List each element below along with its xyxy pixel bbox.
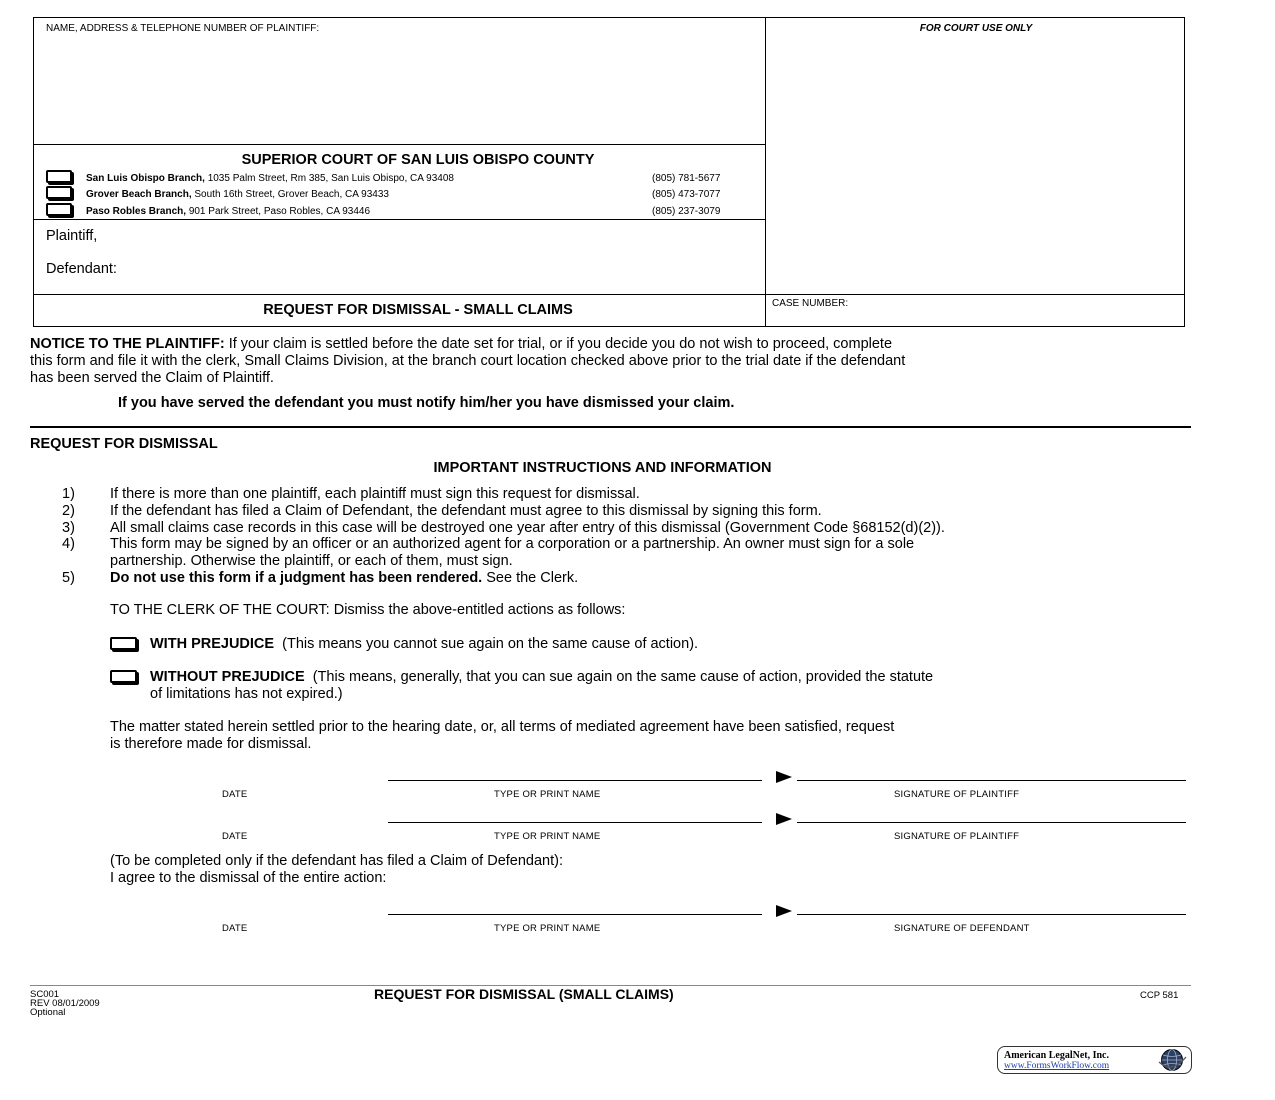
court-use-label: FOR COURT USE ONLY [919, 23, 1033, 34]
served-notice: If you have served the defendant you must notify him/her you have dismissed your claim. [118, 395, 735, 411]
with-prejudice-checkbox[interactable] [110, 637, 137, 650]
case-number-field[interactable] [870, 296, 1180, 324]
header-divider [33, 144, 765, 145]
notice-line: NOTICE TO THE PLAINTIFF: If your claim is settled before the date set for trial, or if you decide you do not wish to proceed, complete [30, 336, 893, 352]
branch-phone: (805) 473-7077 [652, 189, 721, 200]
globe-icon [1156, 1048, 1188, 1072]
date-field[interactable] [165, 898, 315, 916]
case-number-label: CASE NUMBER: [772, 298, 849, 309]
signature-caption: SIGNATURE OF PLAINTIFF [894, 831, 1020, 842]
defendant-label: Defendant: [46, 261, 117, 277]
item-number: 4) [62, 536, 75, 552]
plaintiff-name-field[interactable] [130, 226, 750, 246]
signature-caption: SIGNATURE OF PLAINTIFF [894, 789, 1020, 800]
name-caption: TYPE OR PRINT NAME [494, 831, 601, 842]
american-legalnet-logo [997, 1046, 1192, 1074]
court-name: SUPERIOR COURT OF SAN LUIS OBISPO COUNTY [241, 152, 595, 168]
name-caption: TYPE OR PRINT NAME [494, 789, 601, 800]
name-line[interactable] [388, 822, 762, 823]
header-divider [765, 17, 766, 327]
name-line[interactable] [388, 780, 762, 781]
without-prejudice-checkbox[interactable] [110, 670, 137, 683]
sign-arrow-icon [776, 905, 792, 917]
branch-checkbox-san-luis-obispo[interactable] [46, 170, 72, 183]
branch-phone: (805) 781-5677 [652, 173, 721, 184]
logo-company: American LegalNet, Inc. [1004, 1050, 1109, 1061]
instruction-item-continued: partnership. Otherwise the plaintiff, or each of them, must sign. [110, 553, 513, 569]
court-use-area [770, 38, 1180, 290]
section-divider [30, 426, 1191, 428]
header-divider [33, 219, 765, 220]
with-prejudice-option: WITH PREJUDICE (This means you cannot sue again on the same cause of action). [150, 636, 699, 652]
signature-caption: SIGNATURE OF DEFENDANT [894, 923, 1030, 934]
ccp-code: CCP 581 [1140, 990, 1179, 1001]
notice-line: this form and file it with the clerk, Small Claims Division, at the branch court location checked above prior to the trial date if the defendant [30, 353, 906, 369]
sign-arrow-icon [776, 813, 792, 825]
name-caption: TYPE OR PRINT NAME [494, 923, 601, 934]
date-caption: DATE [222, 831, 248, 842]
instruction-item: If the defendant has filed a Claim of Defendant, the defendant must agree to this dismissal by signing this form. [110, 503, 822, 519]
matter-statement: The matter stated herein settled prior to the hearing date, or, all terms of mediated agreement have been satisfied, request [110, 719, 895, 735]
plaintiff-label: Plaintiff, [46, 228, 98, 244]
defendant-note: (To be completed only if the defendant has filed a Claim of Defendant): [110, 853, 563, 869]
instruction-item: Do not use this form if a judgment has been rendered. See the Clerk. [110, 570, 579, 586]
clerk-line: TO THE CLERK OF THE COURT: Dismiss the above-entitled actions as follows: [110, 602, 626, 618]
plaintiff-info-field[interactable] [40, 38, 758, 140]
branch-grover-beach: Grover Beach Branch, South 16th Street, Grover Beach, CA 93433 [86, 189, 389, 200]
date-caption: DATE [222, 789, 248, 800]
form-optional: Optional [30, 1007, 66, 1018]
signature-line[interactable] [797, 780, 1186, 781]
date-caption: DATE [222, 923, 248, 934]
date-field[interactable] [165, 806, 315, 824]
plaintiff-info-label: NAME, ADDRESS & TELEPHONE NUMBER OF PLAINTIFF: [46, 23, 320, 34]
footer-title: REQUEST FOR DISMISSAL (SMALL CLAIMS) [374, 986, 674, 1002]
section-heading: REQUEST FOR DISMISSAL [30, 436, 218, 452]
matter-statement: is therefore made for dismissal. [110, 736, 312, 752]
form-code: SC001 [30, 989, 60, 1000]
form-title: REQUEST FOR DISMISSAL - SMALL CLAIMS [263, 302, 573, 318]
instruction-item: If there is more than one plaintiff, each plaintiff must sign this request for dismissal. [110, 486, 640, 502]
instructions-heading: IMPORTANT INSTRUCTIONS AND INFORMATION [433, 460, 772, 476]
header-divider [33, 294, 1185, 295]
logo-url-link[interactable]: www.FormsWorkFlow.com [1004, 1061, 1110, 1071]
form-revision: REV 08/01/2009 [30, 998, 100, 1009]
instruction-item: All small claims case records in this case will be destroyed one year after entry of this dismissal (Government Code §68152(d)(2)). [110, 520, 945, 536]
defendant-note: I agree to the dismissal of the entire action: [110, 870, 387, 886]
without-prejudice-option-continued: of limitations has not expired.) [150, 686, 343, 702]
branch-paso-robles: Paso Robles Branch, 901 Park Street, Paso Robles, CA 93446 [86, 206, 371, 217]
branch-san-luis-obispo: San Luis Obispo Branch, 1035 Palm Street, Rm 385, San Luis Obispo, CA 93408 [86, 173, 454, 184]
instruction-item: This form may be signed by an officer or an authorized agent for a corporation or a partnership. An owner must sign for a sole [110, 536, 915, 552]
item-number: 2) [62, 503, 75, 519]
signature-line[interactable] [797, 822, 1186, 823]
notice-line: has been served the Claim of Plaintiff. [30, 370, 274, 386]
form-code-block [30, 990, 100, 1017]
name-line[interactable] [388, 914, 762, 915]
defendant-name-field[interactable] [145, 259, 750, 279]
sign-arrow-icon [776, 771, 792, 783]
branch-checkbox-paso-robles[interactable] [46, 203, 72, 216]
item-number: 5) [62, 570, 75, 586]
date-field[interactable] [165, 764, 315, 782]
signature-line[interactable] [797, 914, 1186, 915]
branch-phone: (805) 237-3079 [652, 206, 721, 217]
item-number: 1) [62, 486, 75, 502]
item-number: 3) [62, 520, 75, 536]
without-prejudice-option: WITHOUT PREJUDICE (This means, generally, that you can sue again on the same cause of action, provided the statute [150, 669, 934, 685]
branch-checkbox-grover-beach[interactable] [46, 186, 72, 199]
